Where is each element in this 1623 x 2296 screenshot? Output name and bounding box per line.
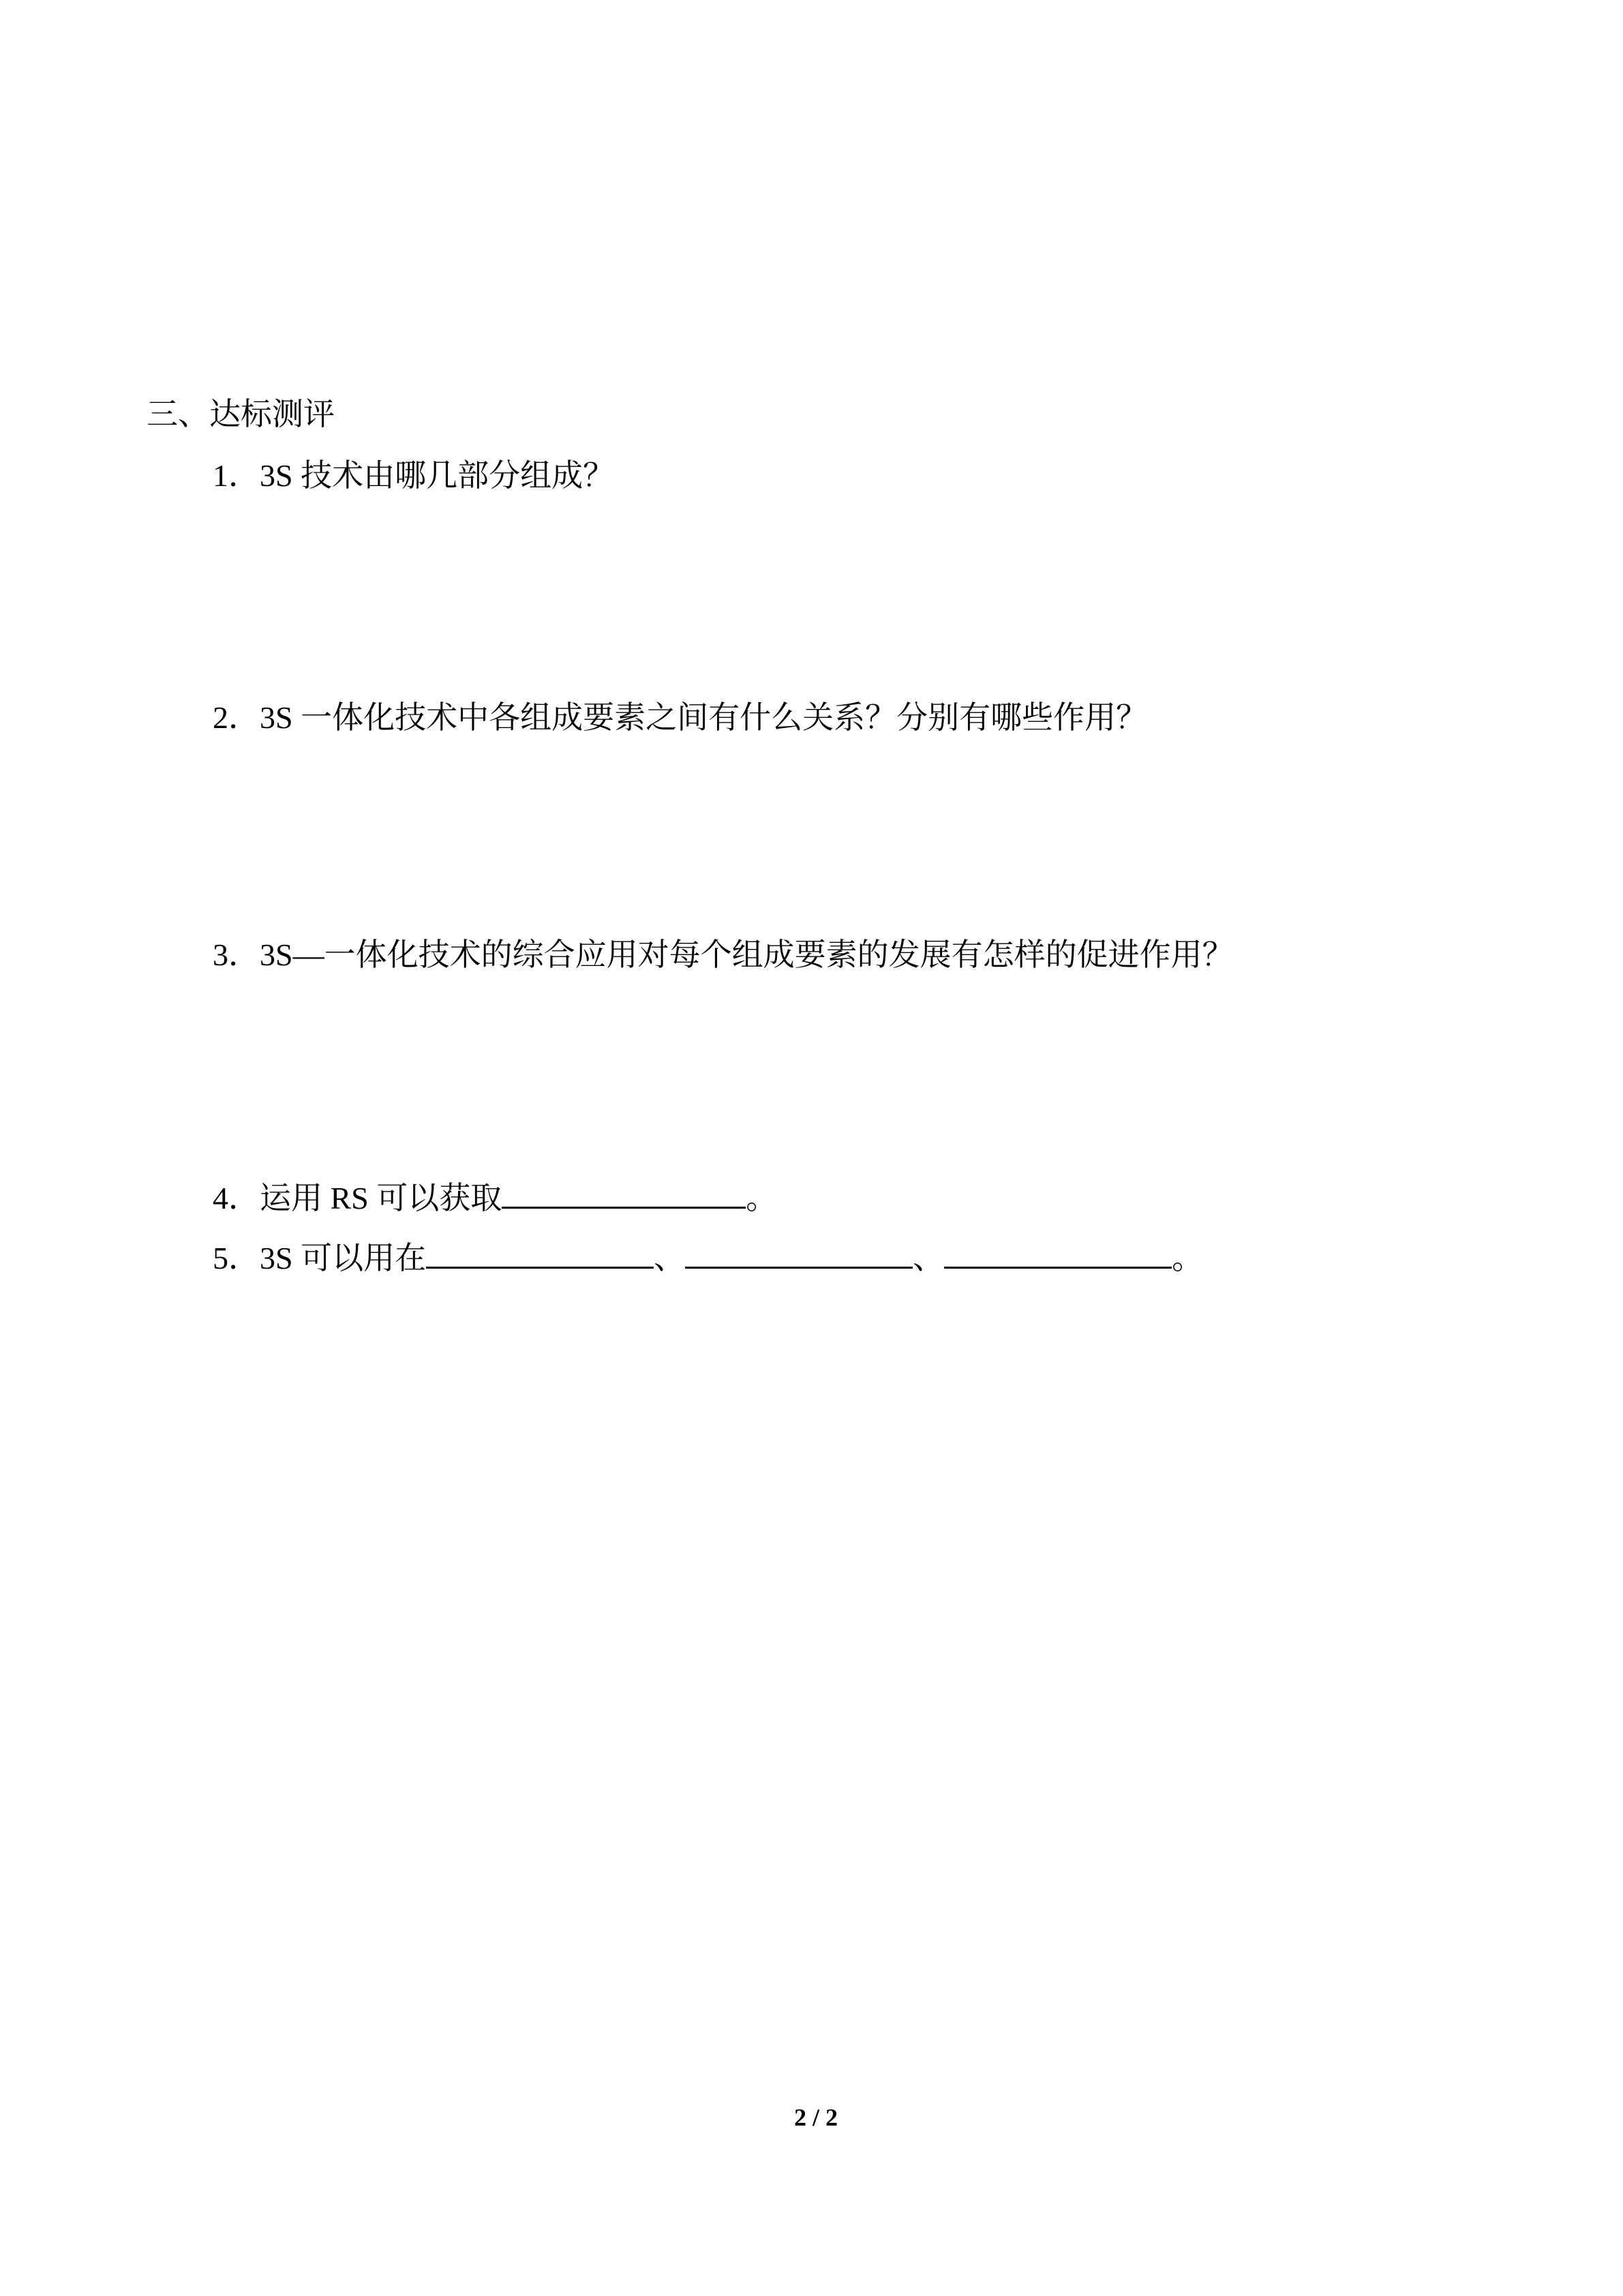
question-text: 3S—一体化技术的综合应用对每个组成要素的发展有怎样的促进作用？ [260,937,1234,972]
question-number: 5． [213,1241,260,1275]
question-text: 3S 技术由哪几部分组成？ [260,458,615,493]
section-heading: 三、达标测评 [147,397,335,432]
question-1 [213,455,614,496]
question-text: 运用 RS 可以获取 [260,1181,502,1215]
question-number: 4． [213,1181,260,1215]
page-number: 2 / 2 [793,2104,838,2131]
question-5 [213,1237,1203,1279]
period: 。 [1172,1241,1204,1275]
question-3 [213,935,1234,976]
separator: 、 [654,1241,686,1275]
answer-blank-1[interactable] [426,1237,654,1269]
question-number: 3． [213,937,260,972]
answer-blank-3[interactable] [944,1237,1172,1269]
question-number: 1． [213,458,260,493]
answer-blank-2[interactable] [685,1237,913,1269]
answer-blank[interactable] [502,1177,746,1209]
question-text: 3S 可以用在 [260,1241,427,1275]
question-4 [213,1177,777,1219]
question-2 [213,697,1147,738]
separator: 、 [913,1241,945,1275]
question-number: 2． [213,700,260,735]
period: 。 [746,1181,778,1215]
question-text: 3S 一体化技术中各组成要素之间有什么关系？分别有哪些作用？ [260,700,1148,735]
